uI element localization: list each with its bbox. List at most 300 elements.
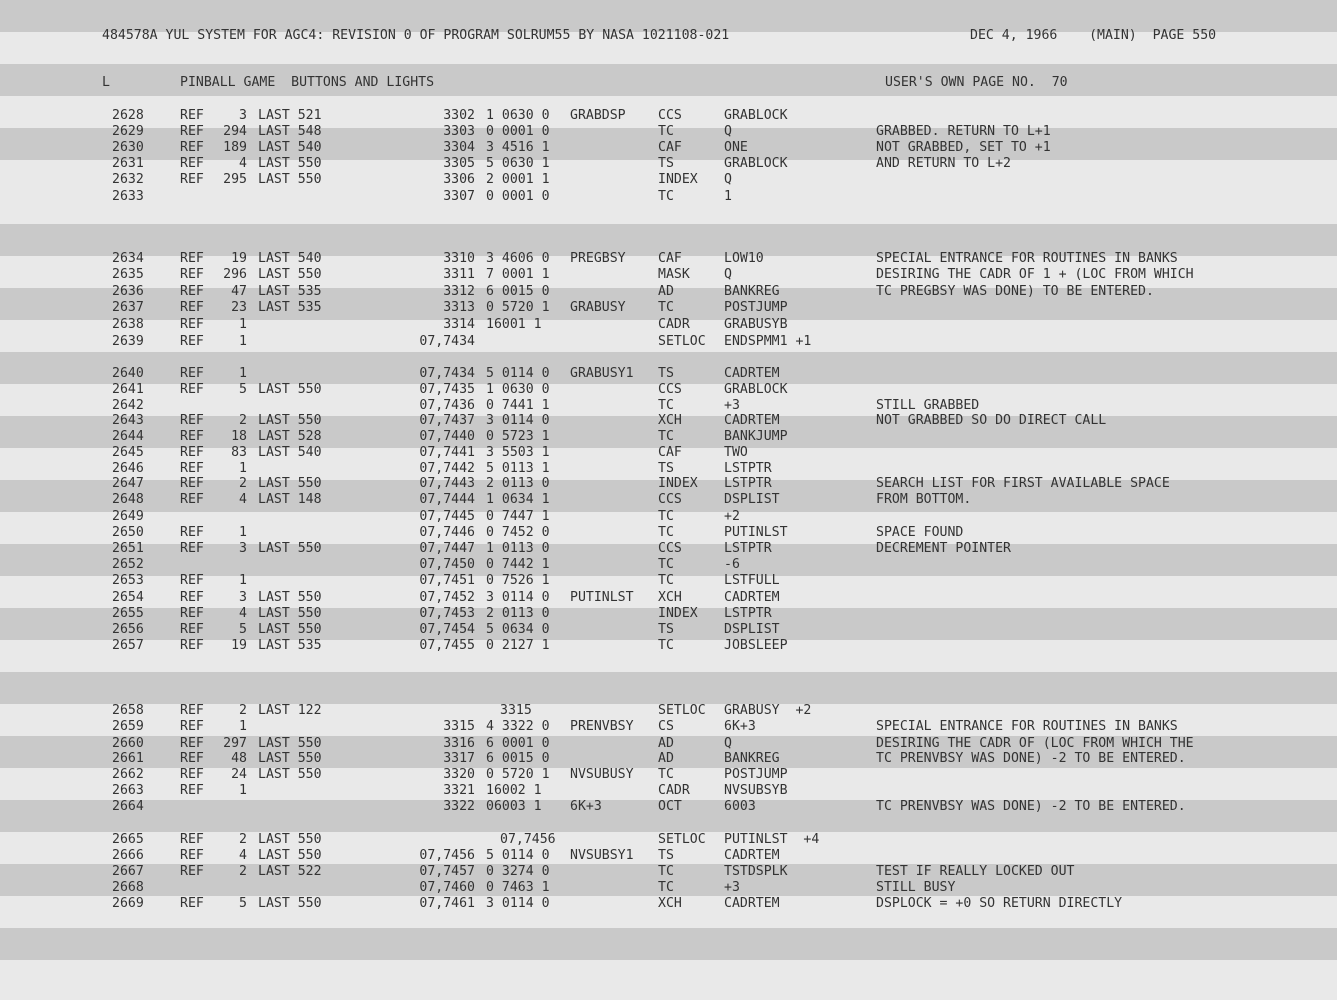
operand: -6 xyxy=(724,557,740,572)
ref-keyword: REF xyxy=(180,300,204,315)
octal-code: 5 0114 0 xyxy=(486,848,550,863)
octal-code: 0 7441 1 xyxy=(486,398,550,413)
listing-line xyxy=(0,703,1337,719)
listing-line xyxy=(0,300,1337,316)
ref-keyword: REF xyxy=(180,476,204,491)
memory-address: 07,7436 xyxy=(419,398,475,413)
listing-line xyxy=(0,783,1337,799)
opcode: TC xyxy=(658,767,674,782)
listing-line xyxy=(0,590,1337,606)
comment: TC PRENVBSY WAS DONE) -2 TO BE ENTERED. xyxy=(876,751,1186,766)
listing-header: 484578A YUL SYSTEM FOR AGC4: REVISION 0 OF PROGRAM SOLRUM55 BY NASA 1021108-021 xyxy=(102,28,730,43)
memory-address: 3321 xyxy=(443,783,475,798)
line-number: 2656 xyxy=(112,622,144,637)
octal-code: 0 7526 1 xyxy=(486,573,550,588)
ref-count: 47 xyxy=(231,284,247,299)
memory-address: 07,7460 xyxy=(419,880,475,895)
opcode: XCH xyxy=(658,590,682,605)
octal-code: 3315 xyxy=(500,703,532,718)
ref-count: 1 xyxy=(239,366,247,381)
listing-line xyxy=(0,864,1337,880)
last-page-ref: LAST 550 xyxy=(258,896,322,911)
ref-count: 1 xyxy=(239,317,247,332)
octal-code: 0 7447 1 xyxy=(486,509,550,524)
listing-line xyxy=(0,525,1337,541)
line-number: 2640 xyxy=(112,366,144,381)
memory-address: 07,7450 xyxy=(419,557,475,572)
comment: SPACE FOUND xyxy=(876,525,964,540)
ref-count: 2 xyxy=(239,864,247,879)
line-number: 2651 xyxy=(112,541,144,556)
memory-address: 07,7454 xyxy=(419,622,475,637)
symbol-label: GRABUSY1 xyxy=(570,366,634,381)
ref-count: 3 xyxy=(239,541,247,556)
ref-count: 19 xyxy=(231,638,247,653)
memory-address: 07,7461 xyxy=(419,896,475,911)
memory-address: 07,7440 xyxy=(419,429,475,444)
octal-code: 0 2127 1 xyxy=(486,638,550,653)
line-number: 2641 xyxy=(112,382,144,397)
listing-line xyxy=(0,334,1337,350)
line-number: 2637 xyxy=(112,300,144,315)
memory-address: 07,7447 xyxy=(419,541,475,556)
octal-code: 0 0001 0 xyxy=(486,189,550,204)
line-number: 2629 xyxy=(112,124,144,139)
listing-date-page: DEC 4, 1966 (MAIN) PAGE 550 xyxy=(970,28,1217,43)
last-page-ref: LAST 521 xyxy=(258,108,322,123)
opcode: TS xyxy=(658,622,674,637)
last-page-ref: LAST 528 xyxy=(258,429,322,444)
octal-code: 2 0001 1 xyxy=(486,172,550,187)
last-page-ref: LAST 550 xyxy=(258,172,322,187)
operand: CADRTEM xyxy=(724,848,780,863)
line-number: 2665 xyxy=(112,832,144,847)
memory-address: 07,7452 xyxy=(419,590,475,605)
operand: LSTPTR xyxy=(724,606,772,621)
listing-line xyxy=(0,896,1337,912)
ref-keyword: REF xyxy=(180,172,204,187)
ref-keyword: REF xyxy=(180,445,204,460)
ref-keyword: REF xyxy=(180,848,204,863)
line-number: 2652 xyxy=(112,557,144,572)
octal-code: 3 5503 1 xyxy=(486,445,550,460)
line-number: 2633 xyxy=(112,189,144,204)
comment: NOT GRABBED, SET TO +1 xyxy=(876,140,1051,155)
listing-line xyxy=(0,799,1337,815)
last-page-ref: LAST 550 xyxy=(258,622,322,637)
comment: NOT GRABBED SO DO DIRECT CALL xyxy=(876,413,1107,428)
line-number: 2658 xyxy=(112,703,144,718)
octal-code: 1 0630 0 xyxy=(486,382,550,397)
opcode: TS xyxy=(658,366,674,381)
line-number: 2632 xyxy=(112,172,144,187)
line-number: 2666 xyxy=(112,848,144,863)
ref-keyword: REF xyxy=(180,573,204,588)
ref-count: 1 xyxy=(239,334,247,349)
listing-line xyxy=(0,156,1337,172)
ref-keyword: REF xyxy=(180,767,204,782)
listing-line xyxy=(0,573,1337,589)
listing-line xyxy=(0,382,1337,398)
octal-code: 1 0113 0 xyxy=(486,541,550,556)
line-number: 2661 xyxy=(112,751,144,766)
octal-code: 6 0001 0 xyxy=(486,736,550,751)
opcode: CADR xyxy=(658,317,690,332)
operand: Q xyxy=(724,736,732,751)
opcode: INDEX xyxy=(658,172,698,187)
line-number: 2662 xyxy=(112,767,144,782)
octal-code: 3 0114 0 xyxy=(486,413,550,428)
line-number: 2653 xyxy=(112,573,144,588)
ref-keyword: REF xyxy=(180,541,204,556)
octal-code: 5 0113 1 xyxy=(486,461,550,476)
last-page-ref: LAST 522 xyxy=(258,864,322,879)
listing-line xyxy=(0,251,1337,267)
operand: GRABLOCK xyxy=(724,382,788,397)
ref-keyword: REF xyxy=(180,267,204,282)
comment: DSPLOCK = +0 SO RETURN DIRECTLY xyxy=(876,896,1123,911)
operand: GRABUSY +2 xyxy=(724,703,812,718)
operand: ONE xyxy=(724,140,748,155)
operand: Q xyxy=(724,124,732,139)
ref-count: 2 xyxy=(239,703,247,718)
line-number: 2668 xyxy=(112,880,144,895)
symbol-label: NVSUBUSY xyxy=(570,767,634,782)
ref-keyword: REF xyxy=(180,382,204,397)
memory-address: 3305 xyxy=(443,156,475,171)
memory-address: 3314 xyxy=(443,317,475,332)
octal-code: 2 0113 0 xyxy=(486,606,550,621)
operand: TWO xyxy=(724,445,748,460)
comment: AND RETURN TO L+2 xyxy=(876,156,1011,171)
opcode: CADR xyxy=(658,783,690,798)
memory-address: 3302 xyxy=(443,108,475,123)
opcode: XCH xyxy=(658,413,682,428)
line-number: 2667 xyxy=(112,864,144,879)
opcode: CAF xyxy=(658,251,682,266)
memory-address: 3313 xyxy=(443,300,475,315)
listing-line xyxy=(0,172,1337,188)
listing-line xyxy=(0,140,1337,156)
listing-line xyxy=(0,108,1337,124)
listing-line xyxy=(0,124,1337,140)
ref-keyword: REF xyxy=(180,284,204,299)
last-page-ref: LAST 122 xyxy=(258,703,322,718)
opcode: AD xyxy=(658,751,674,766)
operand: CADRTEM xyxy=(724,413,780,428)
octal-code: 6 0015 0 xyxy=(486,751,550,766)
operand: LSTFULL xyxy=(724,573,780,588)
operand: Q xyxy=(724,172,732,187)
opcode: TC xyxy=(658,573,674,588)
ref-count: 2 xyxy=(239,832,247,847)
comment: FROM BOTTOM. xyxy=(876,492,972,507)
operand: LSTPTR xyxy=(724,541,772,556)
last-page-ref: LAST 550 xyxy=(258,590,322,605)
octal-code: 16002 1 xyxy=(486,783,542,798)
ref-keyword: REF xyxy=(180,896,204,911)
last-page-ref: LAST 550 xyxy=(258,751,322,766)
comment: TC PREGBSY WAS DONE) TO BE ENTERED. xyxy=(876,284,1154,299)
line-number: 2649 xyxy=(112,509,144,524)
symbol-label: NVSUBSY1 xyxy=(570,848,634,863)
memory-address: 07,7445 xyxy=(419,509,475,524)
operand: BANKJUMP xyxy=(724,429,788,444)
comment: STILL BUSY xyxy=(876,880,956,895)
opcode: AD xyxy=(658,284,674,299)
operand: +2 xyxy=(724,509,740,524)
ref-count: 1 xyxy=(239,719,247,734)
ref-count: 1 xyxy=(239,461,247,476)
octal-code: 16001 1 xyxy=(486,317,542,332)
memory-address: 07,7457 xyxy=(419,864,475,879)
ref-keyword: REF xyxy=(180,622,204,637)
opcode: CCS xyxy=(658,492,682,507)
line-number: 2628 xyxy=(112,108,144,123)
opcode: TS xyxy=(658,461,674,476)
comment: STILL GRABBED xyxy=(876,398,980,413)
line-number: 2650 xyxy=(112,525,144,540)
ref-keyword: REF xyxy=(180,317,204,332)
opcode: CAF xyxy=(658,445,682,460)
ref-keyword: REF xyxy=(180,832,204,847)
last-page-ref: LAST 540 xyxy=(258,445,322,460)
last-page-ref: LAST 550 xyxy=(258,541,322,556)
opcode: SETLOC xyxy=(658,703,706,718)
operand: Q xyxy=(724,267,732,282)
octal-code: 0 3274 0 xyxy=(486,864,550,879)
last-page-ref: LAST 550 xyxy=(258,267,322,282)
operand: BANKREG xyxy=(724,284,780,299)
listing-line xyxy=(0,557,1337,573)
operand: CADRTEM xyxy=(724,590,780,605)
line-number: 2639 xyxy=(112,334,144,349)
opcode: TC xyxy=(658,880,674,895)
opcode: OCT xyxy=(658,799,682,814)
opcode: XCH xyxy=(658,896,682,911)
opcode: CCS xyxy=(658,108,682,123)
octal-code: 0 7463 1 xyxy=(486,880,550,895)
ref-count: 23 xyxy=(231,300,247,315)
opcode: TS xyxy=(658,156,674,171)
listing-line xyxy=(0,622,1337,638)
listing-line xyxy=(0,366,1337,382)
comment: SEARCH LIST FOR FIRST AVAILABLE SPACE xyxy=(876,476,1170,491)
ref-keyword: REF xyxy=(180,429,204,444)
listing-line xyxy=(0,638,1337,654)
octal-code: 0 5723 1 xyxy=(486,429,550,444)
ref-keyword: REF xyxy=(180,751,204,766)
symbol-label: PRENVBSY xyxy=(570,719,634,734)
memory-address: 07,7456 xyxy=(419,848,475,863)
operand: TSTDSPLK xyxy=(724,864,788,879)
symbol-label: GRABDSP xyxy=(570,108,626,123)
ref-keyword: REF xyxy=(180,140,204,155)
operand: +3 xyxy=(724,398,740,413)
comment: SPECIAL ENTRANCE FOR ROUTINES IN BANKS xyxy=(876,251,1178,266)
memory-address: 3312 xyxy=(443,284,475,299)
octal-code: 7 0001 1 xyxy=(486,267,550,282)
ref-count: 19 xyxy=(231,251,247,266)
line-number: 2642 xyxy=(112,398,144,413)
operand: GRABLOCK xyxy=(724,156,788,171)
ref-count: 4 xyxy=(239,848,247,863)
octal-code: 5 0114 0 xyxy=(486,366,550,381)
last-page-ref: LAST 550 xyxy=(258,767,322,782)
octal-code: 1 0634 1 xyxy=(486,492,550,507)
line-number: 2655 xyxy=(112,606,144,621)
ref-count: 18 xyxy=(231,429,247,444)
ref-keyword: REF xyxy=(180,413,204,428)
operand: NVSUBSYB xyxy=(724,783,788,798)
listing-line xyxy=(0,476,1337,492)
ref-keyword: REF xyxy=(180,736,204,751)
operand: PUTINLST xyxy=(724,525,788,540)
line-number: 2648 xyxy=(112,492,144,507)
listing-line xyxy=(0,189,1337,205)
ref-keyword: REF xyxy=(180,124,204,139)
ref-count: 296 xyxy=(223,267,247,282)
operand: BANKREG xyxy=(724,751,780,766)
ref-count: 295 xyxy=(223,172,247,187)
memory-address: 07,7441 xyxy=(419,445,475,460)
ref-keyword: REF xyxy=(180,590,204,605)
octal-code: 1 0630 0 xyxy=(486,108,550,123)
opcode: TC xyxy=(658,429,674,444)
operand: LSTPTR xyxy=(724,461,772,476)
listing-line xyxy=(0,284,1337,300)
listing-line xyxy=(0,767,1337,783)
ref-count: 4 xyxy=(239,606,247,621)
listing-line xyxy=(0,398,1337,414)
comment: DESIRING THE CADR OF 1 + (LOC FROM WHICH xyxy=(876,267,1194,282)
greenbar-band xyxy=(0,928,1337,960)
user-page-number: USER'S OWN PAGE NO. 70 xyxy=(885,75,1068,90)
ref-keyword: REF xyxy=(180,783,204,798)
memory-address: 3316 xyxy=(443,736,475,751)
operand: LOW10 xyxy=(724,251,764,266)
operand: 1 xyxy=(724,189,732,204)
memory-address: 3304 xyxy=(443,140,475,155)
operand: JOBSLEEP xyxy=(724,638,788,653)
comment: DESIRING THE CADR OF (LOC FROM WHICH THE xyxy=(876,736,1194,751)
symbol-label: GRABUSY xyxy=(570,300,626,315)
last-page-ref: LAST 550 xyxy=(258,606,322,621)
comment: SPECIAL ENTRANCE FOR ROUTINES IN BANKS xyxy=(876,719,1178,734)
operand: +3 xyxy=(724,880,740,895)
octal-code: 06003 1 xyxy=(486,799,542,814)
memory-address: 3322 xyxy=(443,799,475,814)
comment: TC PRENVBSY WAS DONE) -2 TO BE ENTERED. xyxy=(876,799,1186,814)
listing-line xyxy=(0,541,1337,557)
memory-address: 07,7451 xyxy=(419,573,475,588)
listing-line xyxy=(0,445,1337,461)
last-page-ref: LAST 550 xyxy=(258,736,322,751)
ref-count: 1 xyxy=(239,525,247,540)
memory-address: 07,7455 xyxy=(419,638,475,653)
ref-keyword: REF xyxy=(180,606,204,621)
opcode: TC xyxy=(658,525,674,540)
octal-code: 0 0001 0 xyxy=(486,124,550,139)
memory-address: 07,7434 xyxy=(419,334,475,349)
opcode: TC xyxy=(658,638,674,653)
comment: GRABBED. RETURN TO L+1 xyxy=(876,124,1051,139)
octal-code: 6 0015 0 xyxy=(486,284,550,299)
last-page-ref: LAST 550 xyxy=(258,156,322,171)
line-number: 2646 xyxy=(112,461,144,476)
last-page-ref: LAST 550 xyxy=(258,832,322,847)
last-page-ref: LAST 535 xyxy=(258,284,322,299)
ref-keyword: REF xyxy=(180,156,204,171)
octal-code: 5 0630 1 xyxy=(486,156,550,171)
ref-keyword: REF xyxy=(180,251,204,266)
opcode: CAF xyxy=(658,140,682,155)
memory-address: 07,7446 xyxy=(419,525,475,540)
ref-keyword: REF xyxy=(180,108,204,123)
octal-code: 0 7452 0 xyxy=(486,525,550,540)
last-page-ref: LAST 535 xyxy=(258,638,322,653)
last-page-ref: LAST 550 xyxy=(258,413,322,428)
octal-code: 3 0114 0 xyxy=(486,590,550,605)
octal-code: 0 5720 1 xyxy=(486,300,550,315)
ref-count: 83 xyxy=(231,445,247,460)
octal-code: 4 3322 0 xyxy=(486,719,550,734)
memory-address: 07,7453 xyxy=(419,606,475,621)
octal-code: 3 4516 1 xyxy=(486,140,550,155)
listing-line xyxy=(0,429,1337,445)
ref-keyword: REF xyxy=(180,334,204,349)
line-number: 2669 xyxy=(112,896,144,911)
ref-count: 4 xyxy=(239,492,247,507)
line-number: 2643 xyxy=(112,413,144,428)
ref-keyword: REF xyxy=(180,703,204,718)
listing-line xyxy=(0,267,1337,283)
ref-count: 1 xyxy=(239,783,247,798)
ref-count: 2 xyxy=(239,476,247,491)
operand: CADRTEM xyxy=(724,896,780,911)
octal-code: 5 0634 0 xyxy=(486,622,550,637)
octal-code: 3 0114 0 xyxy=(486,896,550,911)
listing-line xyxy=(0,719,1337,735)
ref-keyword: REF xyxy=(180,366,204,381)
line-number: 2630 xyxy=(112,140,144,155)
ref-count: 1 xyxy=(239,573,247,588)
memory-address: 3310 xyxy=(443,251,475,266)
memory-address: 07,7444 xyxy=(419,492,475,507)
opcode: TC xyxy=(658,509,674,524)
symbol-label: PUTINLST xyxy=(570,590,634,605)
memory-address: 07,7443 xyxy=(419,476,475,491)
opcode: TC xyxy=(658,864,674,879)
memory-address: 3317 xyxy=(443,751,475,766)
ref-keyword: REF xyxy=(180,719,204,734)
listing-line xyxy=(0,880,1337,896)
line-number: 2657 xyxy=(112,638,144,653)
last-page-ref: LAST 548 xyxy=(258,124,322,139)
symbol-label: 6K+3 xyxy=(570,799,602,814)
listing-line xyxy=(0,413,1337,429)
line-number: 2654 xyxy=(112,590,144,605)
ref-count: 3 xyxy=(239,590,247,605)
last-page-ref: LAST 550 xyxy=(258,382,322,397)
last-page-ref: LAST 540 xyxy=(258,140,322,155)
memory-address: 3320 xyxy=(443,767,475,782)
ref-count: 5 xyxy=(239,896,247,911)
opcode: INDEX xyxy=(658,476,698,491)
operand: 6003 xyxy=(724,799,756,814)
ref-count: 24 xyxy=(231,767,247,782)
line-number: 2635 xyxy=(112,267,144,282)
